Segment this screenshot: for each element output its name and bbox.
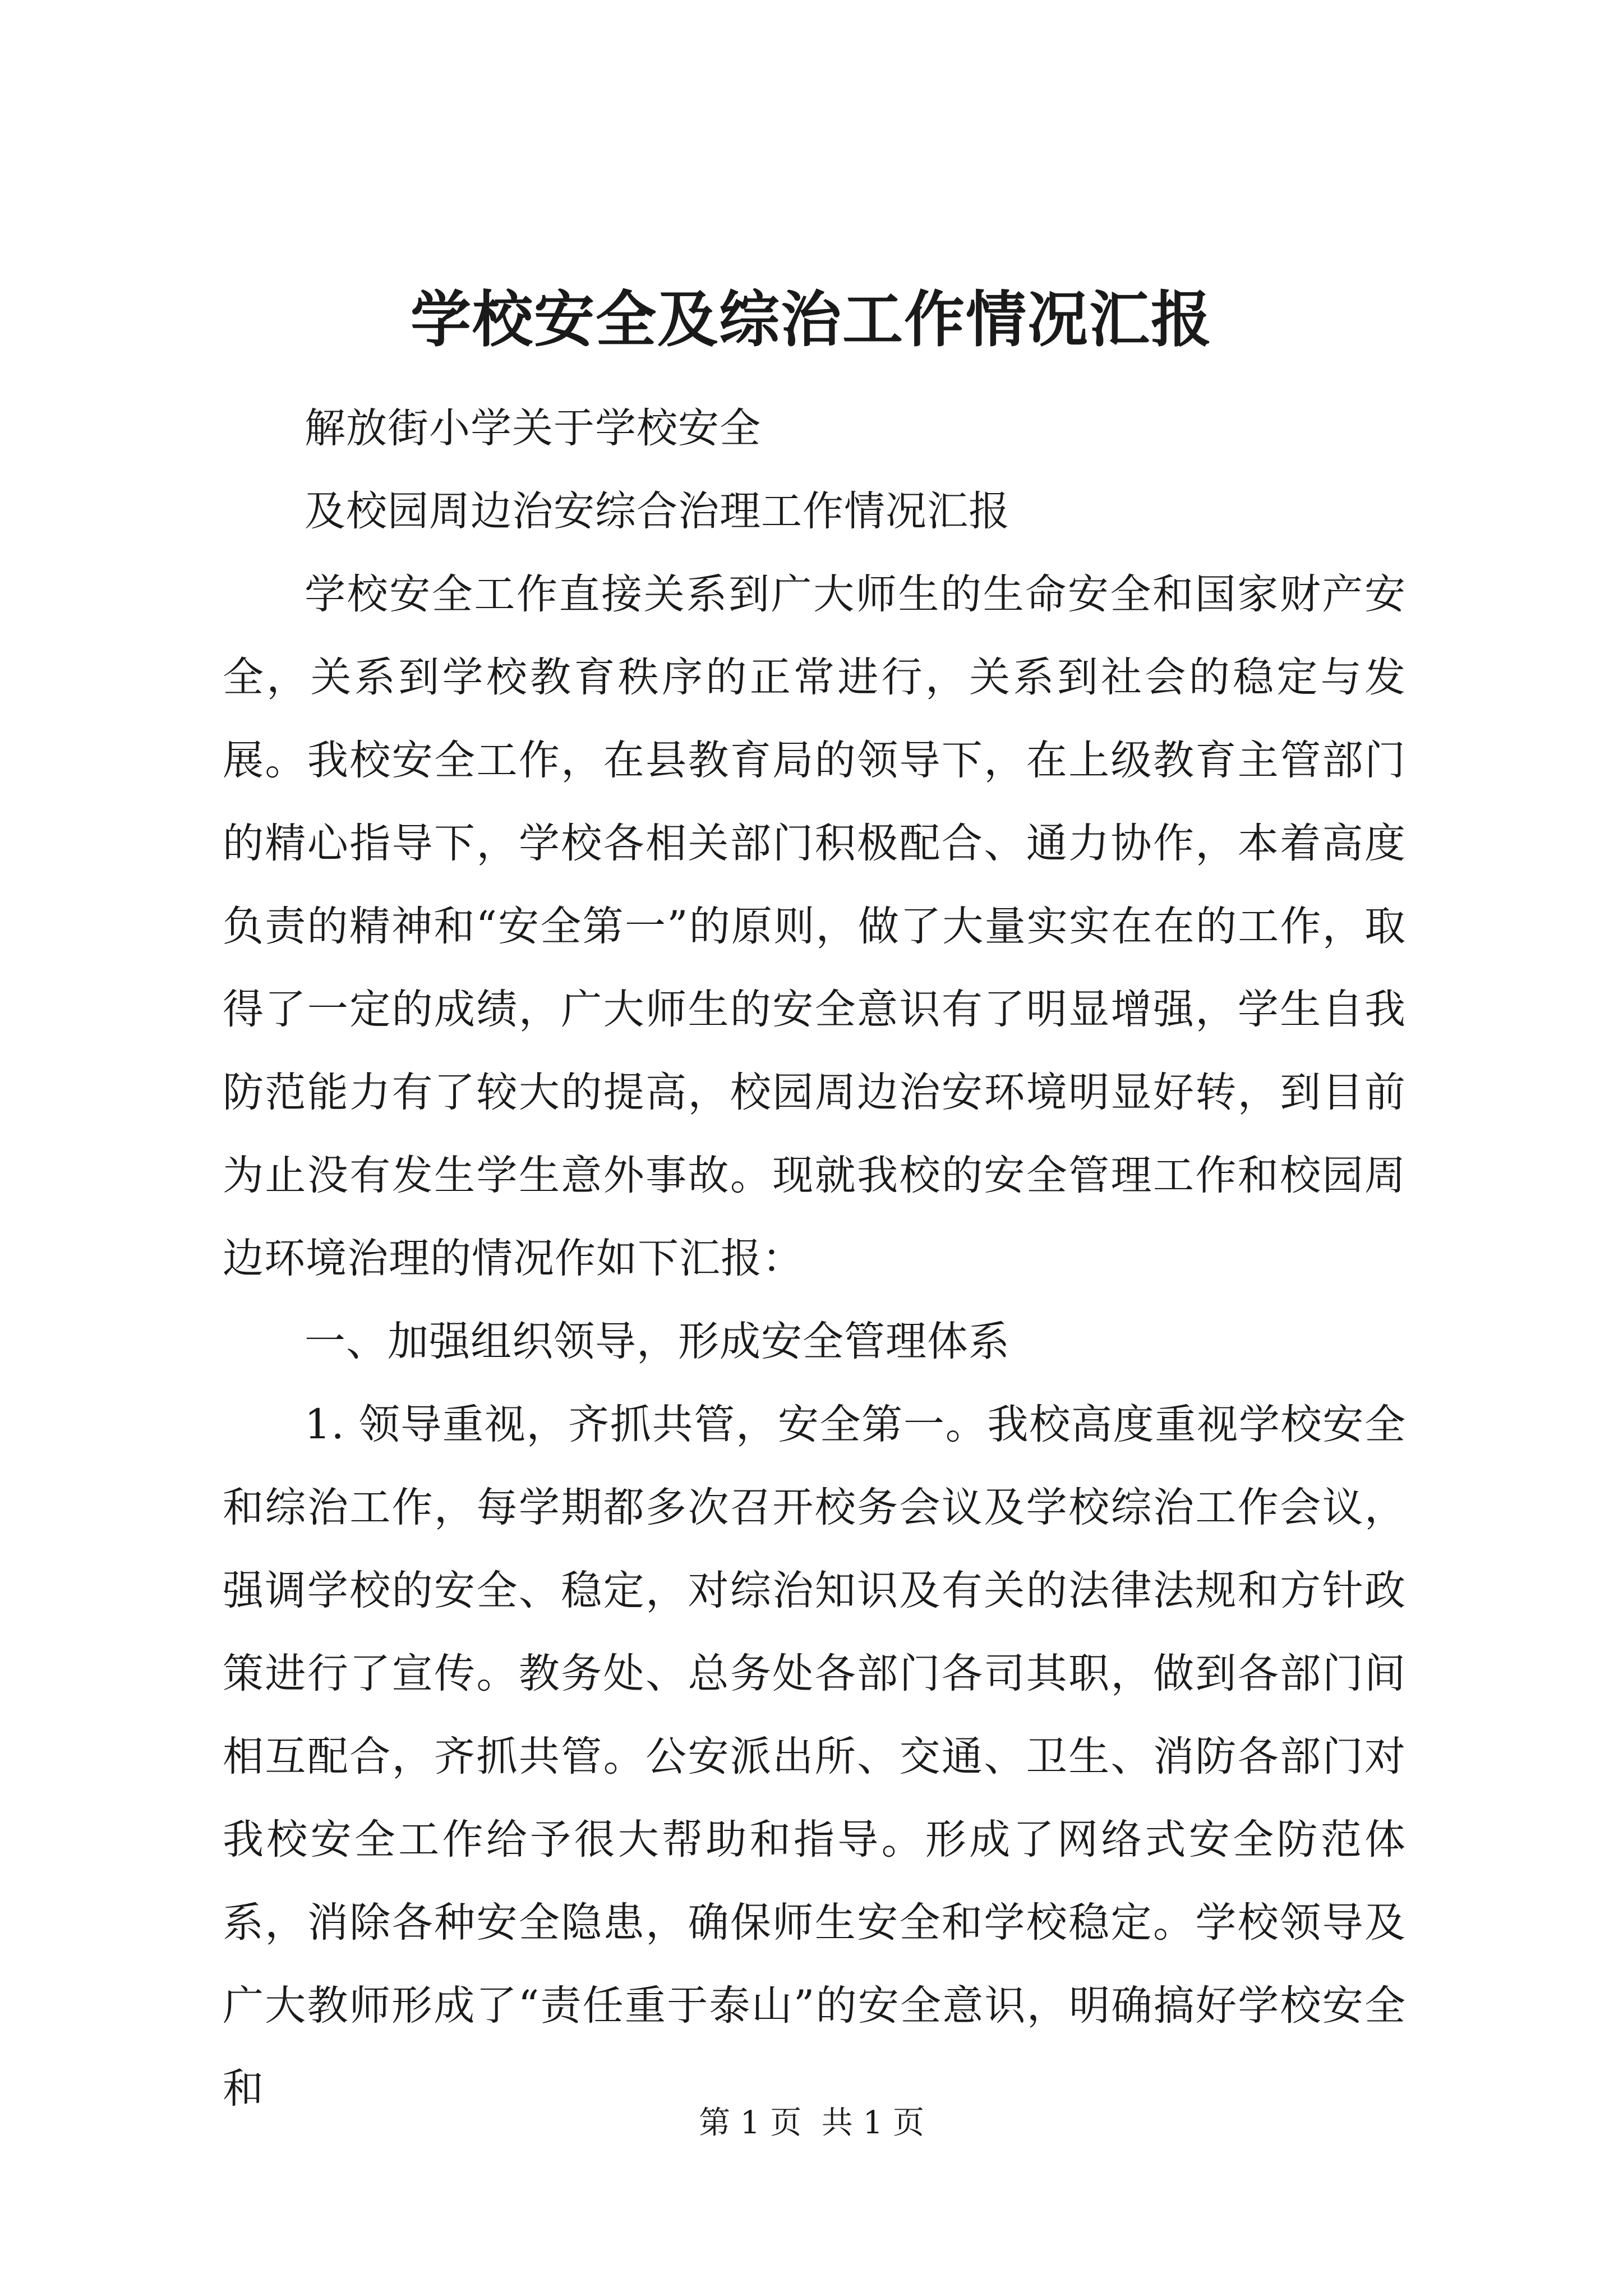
section-heading-1: 一、加强组织领导，形成安全管理体系 <box>305 1318 1010 1365</box>
report-subtitle-line: 及校园周边治安综合治理工作情况汇报 <box>305 487 1010 535</box>
document-title: 学校安全及综治工作情况汇报 <box>410 284 1212 355</box>
school-name-line: 解放街小学关于学校安全 <box>305 404 761 452</box>
document-body <box>223 387 1406 2131</box>
page-number-footer: 第 1 页 共 1 页 <box>698 2105 925 2141</box>
intro-paragraph: 学校安全工作直接关系到广大师生的生命安全和国家财产安全，关系到学校教育秩序的正常进行，关系到社会的稳定与发展。我校安全工作，在县教育局的领导下，在上级教育主管部门的精心指导下，学校各相关部门积极配合、通力协作，本着高度负责的精神和“安全第一”的原则，做了大量实实在在的工作，取得了一定的成绩，广大师生的安全意识有了明显增强，学生自我防范能力有了较大的提高，校园周边治安环境明显好转，到目前为止没有发生学生意外事故。现就我校的安全管理工作和校园周边环境治理的情况作如下汇报： <box>223 570 1406 1282</box>
section-1-paragraph-1: 1. 领导重视，齐抓共管，安全第一。我校高度重视学校安全和综治工作，每学期都多次召开校务会议及学校综治工作会议，强调学校的安全、稳定，对综治知识及有关的法律法规和方针政策进行了宣传。教务处、总务处各部门各司其职，做到各部门间相互配合，齐抓共管。公安派出所、交通、卫生、消防各部门对我校安全工作给予很大帮助和指导。形成了网络式安全防范体系，消除各种安全隐患，确保师生安全和学校稳定。学校领导及广大教师形成了“责任重于泰山”的安全意识，明确搞好学校安全和 <box>223 1401 1406 2113</box>
